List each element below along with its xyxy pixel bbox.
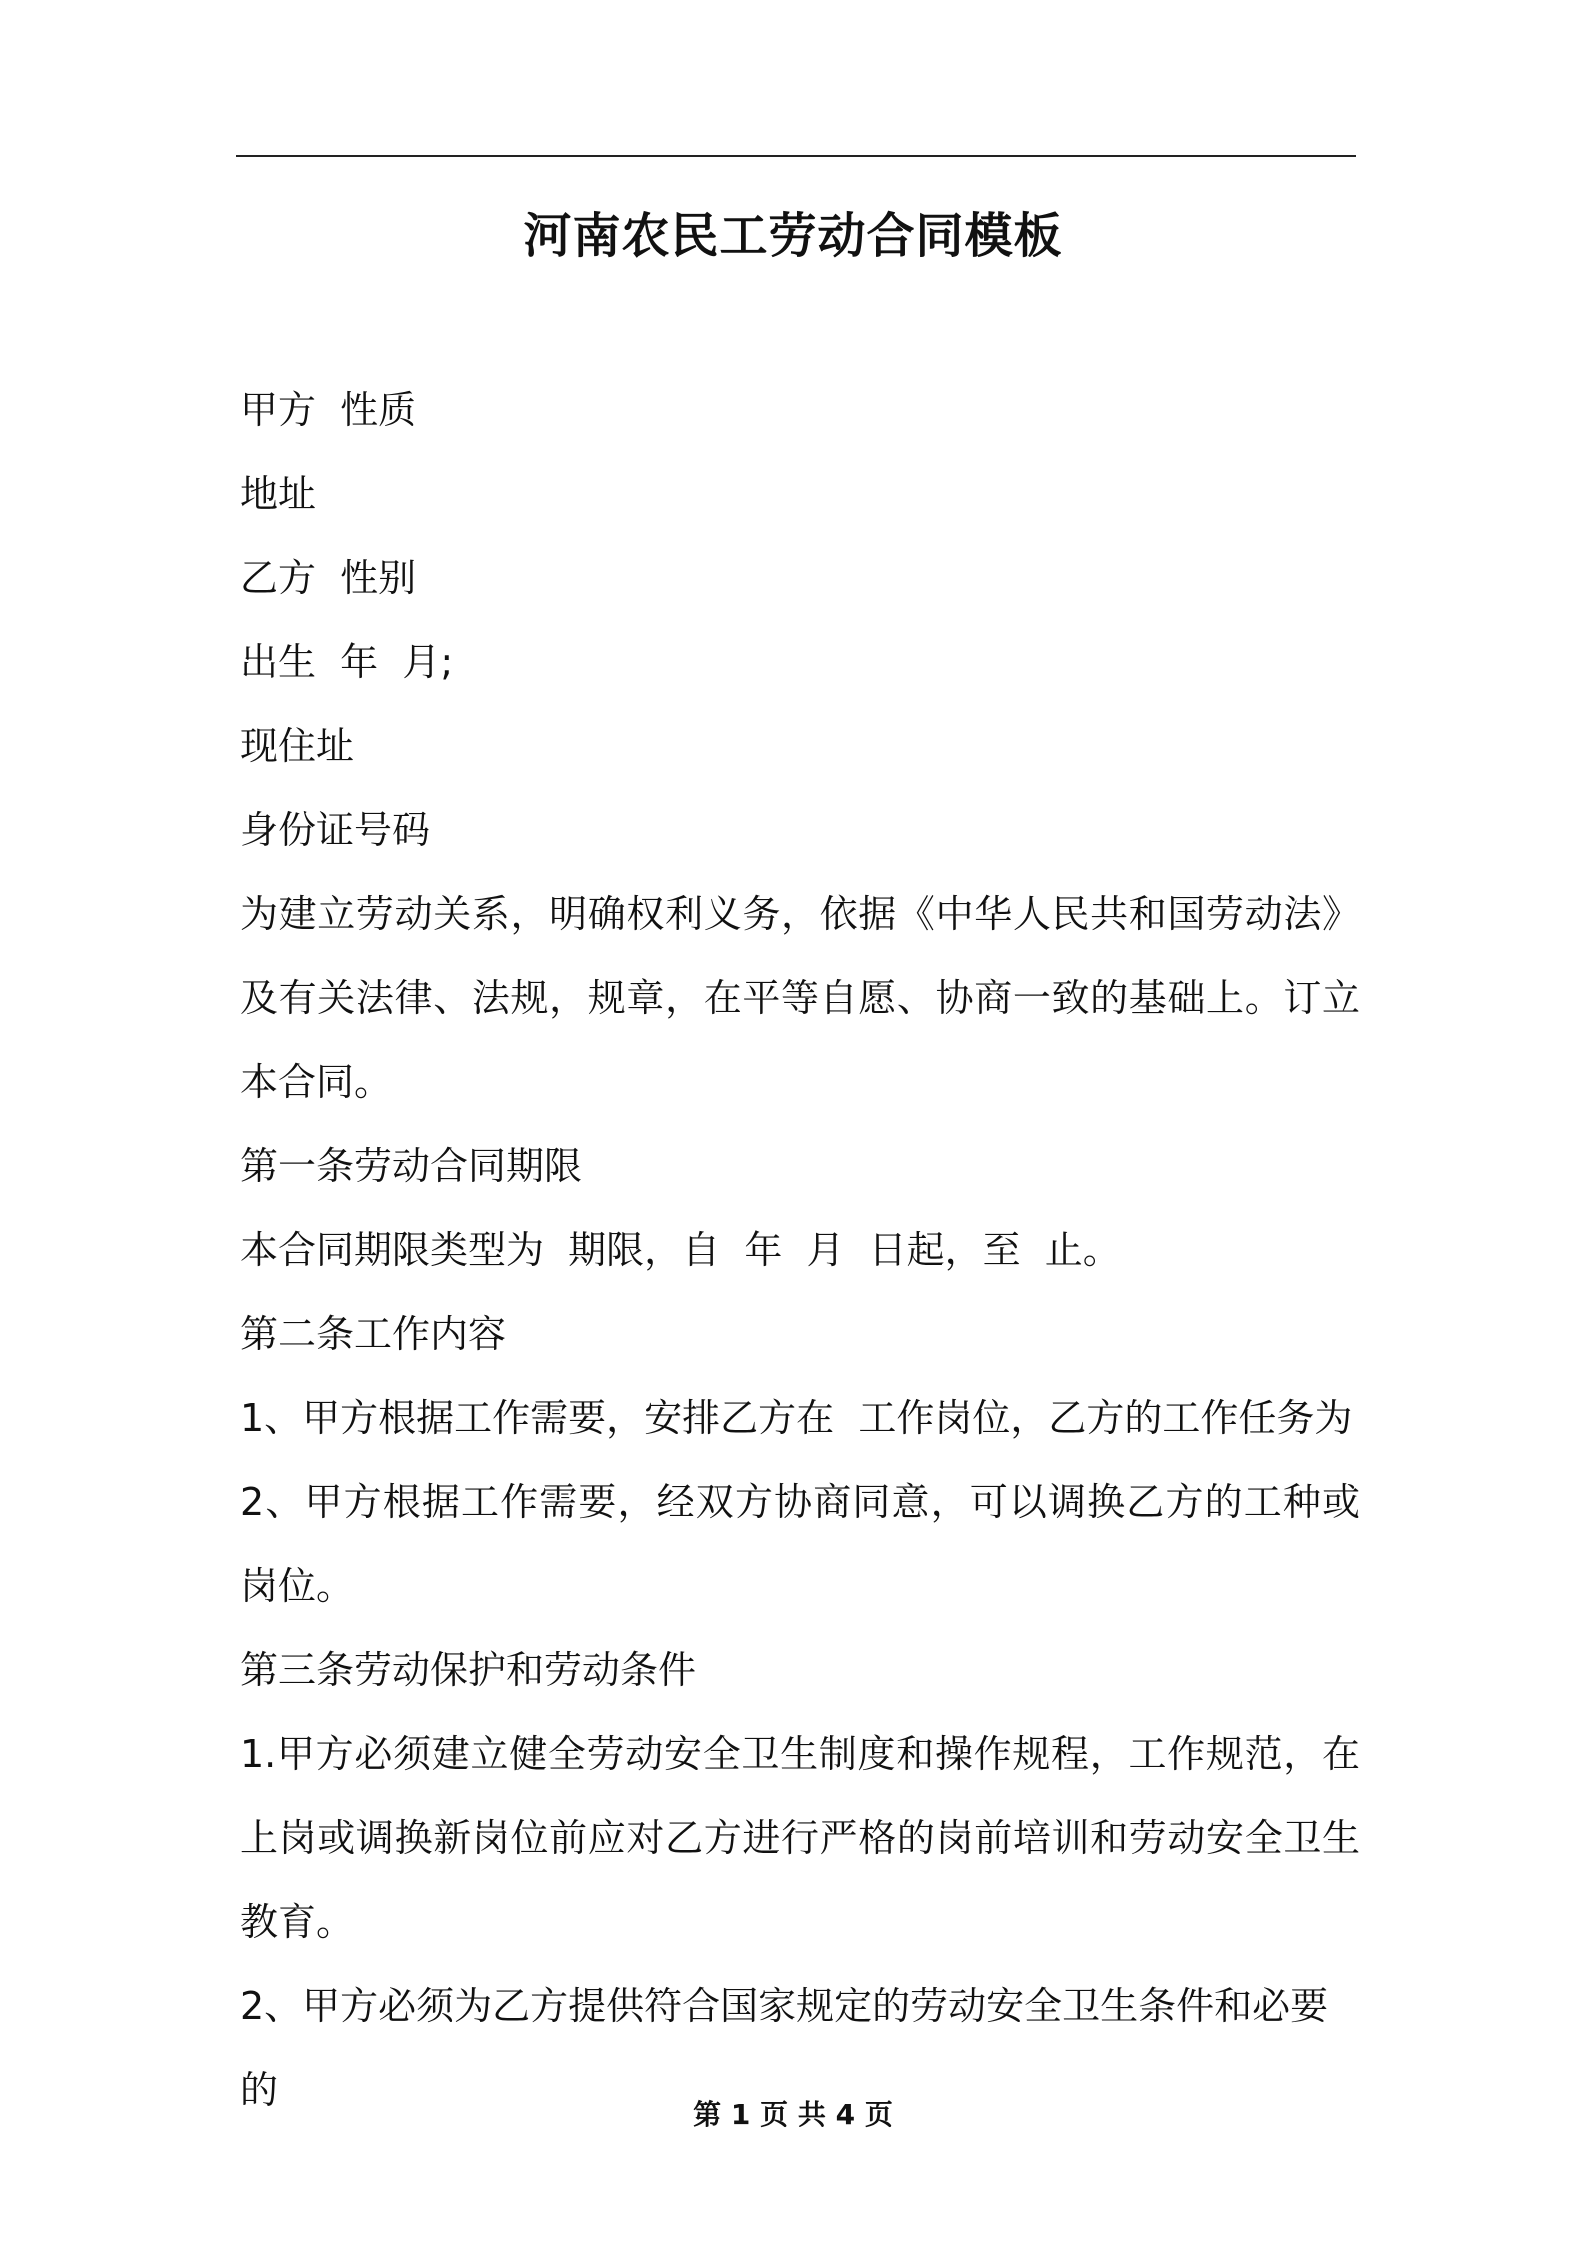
paragraph: 1.甲方必须建立健全劳动安全卫生制度和操作规程，工作规范，在上岗或调换新岗位前应对乙方进行严格的岗前培训和劳动安全卫生教育。 xyxy=(240,1732,1360,1944)
section-heading: 第二条工作内容 xyxy=(240,1312,507,1356)
paragraph: 2、甲方根据工作需要，经双方协商同意，可以调换乙方的工种或岗位。 xyxy=(240,1480,1360,1608)
document-body xyxy=(240,368,1360,2132)
paragraph: 本合同期限类型为 期限，自 年 月 日起，至 止。 xyxy=(240,1228,1121,1272)
paragraph: 乙方 性别 xyxy=(240,556,417,600)
section-heading: 第三条劳动保护和劳动条件 xyxy=(240,1648,697,1692)
paragraph: 2、甲方必须为乙方提供符合国家规定的劳动安全卫生条件和必要的 xyxy=(240,1984,1329,2112)
paragraph: 地址 xyxy=(240,472,317,516)
paragraph: 出生 年 月; xyxy=(240,640,454,684)
paragraph: 甲方 性质 xyxy=(240,388,417,432)
paragraph: 1、甲方根据工作需要，安排乙方在 工作岗位，乙方的工作任务为 xyxy=(240,1396,1353,1440)
header-rule xyxy=(236,155,1356,157)
page-footer: 第 1 页 共 4 页 xyxy=(693,2098,893,2131)
paragraph: 身份证号码 xyxy=(240,808,431,852)
document-title: 河南农民工劳动合同模板 xyxy=(523,208,1063,264)
paragraph: 为建立劳动关系，明确权利义务，依据《中华人民共和国劳动法》及有关法律、法规，规章，在平等自愿、协商一致的基础上。订立本合同。 xyxy=(240,892,1360,1104)
section-heading: 第一条劳动合同期限 xyxy=(240,1144,583,1188)
paragraph: 现住址 xyxy=(240,724,355,768)
